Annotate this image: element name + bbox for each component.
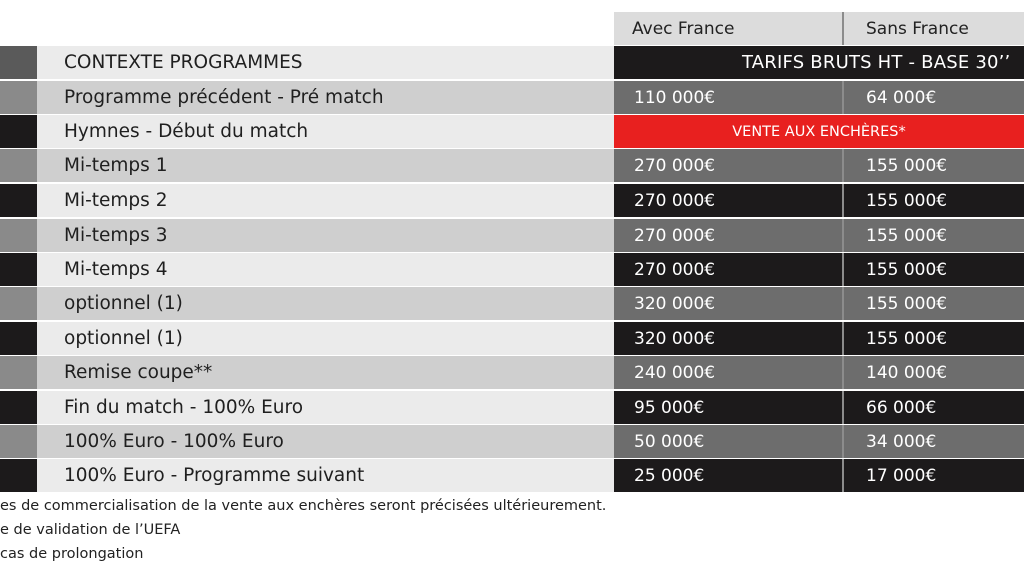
- table-row: [0, 459, 1024, 492]
- price-with-france: 240 000€: [614, 356, 842, 389]
- table-row: [0, 322, 1024, 355]
- price-with-france: 270 000€: [614, 184, 842, 217]
- price-with-france: 270 000€: [614, 253, 842, 286]
- table-row: [0, 115, 1024, 148]
- row-label: 100% Euro - Programme suivant: [37, 459, 614, 492]
- row-edge: [0, 459, 37, 492]
- price-with-france: 50 000€: [614, 425, 842, 458]
- row-label: Fin du match - 100% Euro: [37, 391, 614, 424]
- table-row: [0, 184, 1024, 217]
- row-label: Mi-temps 2: [37, 184, 614, 217]
- price-with-france: 320 000€: [614, 287, 842, 320]
- row-edge: [0, 425, 37, 458]
- row-edge: [0, 81, 37, 114]
- price-without-france: 66 000€: [842, 391, 1024, 424]
- row-label: optionnel (1): [37, 287, 614, 320]
- auction-banner: VENTE AUX ENCHÈRES*: [614, 115, 1024, 148]
- price-without-france: 155 000€: [842, 219, 1024, 252]
- price-without-france: 140 000€: [842, 356, 1024, 389]
- table-row: [0, 391, 1024, 424]
- price-with-france: 110 000€: [614, 81, 842, 114]
- row-edge: [0, 391, 37, 424]
- table-header-row: [0, 46, 1024, 79]
- row-edge: [0, 219, 37, 252]
- price-with-france: 270 000€: [614, 149, 842, 182]
- column-header-without-france: Sans France: [842, 12, 1024, 45]
- row-edge: [0, 46, 37, 79]
- price-without-france: 64 000€: [842, 81, 1024, 114]
- price-with-france: 95 000€: [614, 391, 842, 424]
- tariff-header: TARIFS BRUTS HT - BASE 30’’: [614, 46, 1024, 79]
- column-header-with-france: Avec France: [614, 12, 842, 45]
- row-label: 100% Euro - 100% Euro: [37, 425, 614, 458]
- table-row: [0, 425, 1024, 458]
- footnote-extension: cas de prolongation: [0, 546, 144, 562]
- price-without-france: 155 000€: [842, 184, 1024, 217]
- price-without-france: 155 000€: [842, 253, 1024, 286]
- price-with-france: 270 000€: [614, 219, 842, 252]
- price-without-france: 155 000€: [842, 287, 1024, 320]
- table-row: [0, 219, 1024, 252]
- row-label: Mi-temps 4: [37, 253, 614, 286]
- price-with-france: 25 000€: [614, 459, 842, 492]
- price-without-france: 17 000€: [842, 459, 1024, 492]
- table-row: [0, 253, 1024, 286]
- row-edge: [0, 356, 37, 389]
- column-headers: [614, 12, 1024, 45]
- row-label: Mi-temps 3: [37, 219, 614, 252]
- price-without-france: 155 000€: [842, 149, 1024, 182]
- row-edge: [0, 253, 37, 286]
- row-edge: [0, 322, 37, 355]
- table-row: [0, 149, 1024, 182]
- price-without-france: 34 000€: [842, 425, 1024, 458]
- row-label: Programme précédent - Pré match: [37, 81, 614, 114]
- row-edge: [0, 184, 37, 217]
- row-label: optionnel (1): [37, 322, 614, 355]
- row-edge: [0, 287, 37, 320]
- row-label: Mi-temps 1: [37, 149, 614, 182]
- footnote-uefa: e de validation de l’UEFA: [0, 522, 181, 538]
- price-with-france: 320 000€: [614, 322, 842, 355]
- row-label: Hymnes - Début du match: [37, 115, 614, 148]
- table-row: [0, 287, 1024, 320]
- row-edge: [0, 115, 37, 148]
- row-edge: [0, 149, 37, 182]
- footnote-auction: es de commercialisation de la vente aux enchères seront précisées ultérieurement.: [0, 498, 607, 514]
- price-without-france: 155 000€: [842, 322, 1024, 355]
- table-row: [0, 81, 1024, 114]
- context-programmes-header: CONTEXTE PROGRAMMES: [37, 46, 614, 79]
- row-label: Remise coupe**: [37, 356, 614, 389]
- table-row: [0, 356, 1024, 389]
